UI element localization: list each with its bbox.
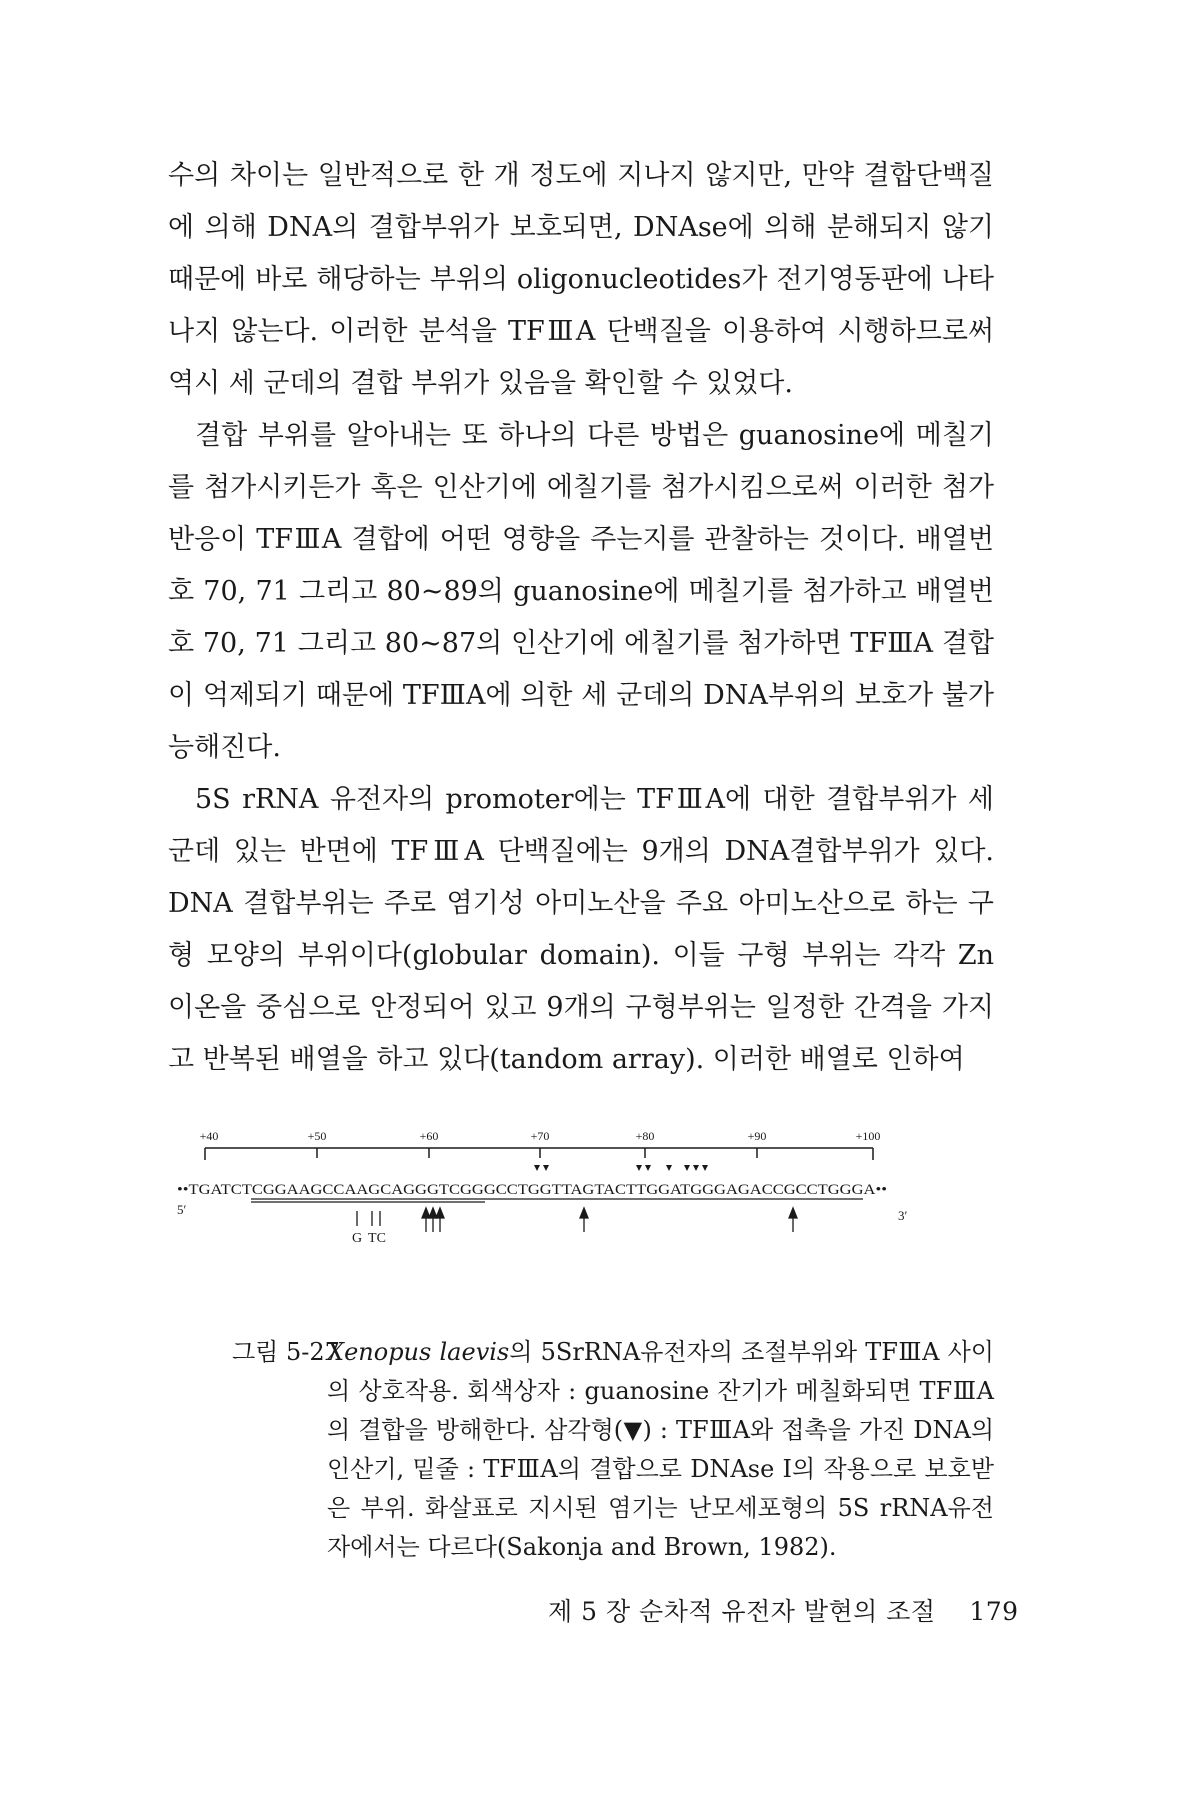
body-text xyxy=(168,150,994,1086)
figure-caption xyxy=(232,1333,994,1567)
position-label: +100 xyxy=(855,1129,881,1143)
dna-sequence: ••TGATCTCGGAAGCCAAGCAGGGTCGGGCCTGGTTAGTACTTGGATGGGAGACCGCCTGGGA•• xyxy=(177,1182,887,1198)
caption-label: 그림 5-27 xyxy=(232,1338,340,1366)
mutation-g-label: G xyxy=(351,1231,363,1246)
position-label: +50 xyxy=(307,1129,327,1143)
position-label: +80 xyxy=(635,1129,655,1143)
paragraph-3: 5S rRNA 유전자의 promoter에는 TFⅢA에 대한 결합부위가 세 군데 있는 반면에 TFⅢA 단백질에는 9개의 DNA결합부위가 있다. DNA 결합부위는 주로 염기성 아미노산을 주요 아미노산으로 하는 구형 모양의 부위이다(globular domain). 이들 구형 부위는 각각 Zn 이온을 중심으로 안정되어 있고 9개의 구형부위는 일정한 간격을 가지고 반복된 배열을 하고 있다(tandom array). 이러한 배열로 인하여 xyxy=(168,784,994,1075)
caption-text: 의 5SrRNA유전자의 조절부위와 TFⅢA 사이의 상호작용. 회색상자 : guanosine 잔기가 메칠화되면 TFⅢA의 결합을 방해한다. 삼각형(▼) : TFⅢA와 접촉을 가진 DNA의 인산기, 밑줄 : TFⅢA의 결합으로 DNAse I의 작용으로 보호받은 부위. 화살표로 지시된 염기는 난모세포형의 5S rRNA유전자에서는 다르다(Sakonja and Brown, 1982). xyxy=(327,1338,994,1561)
position-label: +70 xyxy=(530,1129,550,1143)
position-label: +90 xyxy=(747,1129,767,1143)
caption-species: Xenopus laevis xyxy=(327,1338,510,1366)
sequence-diagram xyxy=(177,1128,1015,1318)
contact-triangle xyxy=(534,1165,540,1171)
position-ruler xyxy=(205,1148,873,1160)
three-prime-label: 3′ xyxy=(898,1208,908,1223)
contact-triangle xyxy=(693,1165,699,1171)
position-label: +40 xyxy=(199,1129,219,1143)
variant-arrows xyxy=(422,1208,797,1232)
contact-triangle xyxy=(666,1165,672,1171)
sequence-figure xyxy=(177,1128,1015,1318)
contact-triangle xyxy=(702,1165,708,1171)
contact-triangle xyxy=(645,1165,651,1171)
contact-triangle xyxy=(543,1165,549,1171)
caption-body xyxy=(327,1333,994,1567)
protected-underlines xyxy=(251,1199,863,1202)
page-number: 179 xyxy=(969,1597,1019,1626)
phosphate-contact-triangles xyxy=(534,1165,708,1171)
five-prime-label: 5′ xyxy=(177,1202,187,1217)
paragraph-2: 결합 부위를 알아내는 또 하나의 다른 방법은 guanosine에 메칠기를 첨가시키든가 혹은 인산기에 에칠기를 첨가시킴으로써 이러한 첨가반응이 TFⅢA 결합에 어떤 영향을 주는지를 관찰하는 것이다. 배열번호 70, 71 그리고 80~89의 guanosine에 메칠기를 첨가하고 배열번호 70, 71 그리고 80~87의 인산기에 에칠기를 첨가하면 TFⅢA 결합이 억제되기 때문에 TFⅢA에 의한 세 군데의 DNA부위의 보호가 불가능해진다. xyxy=(168,420,994,763)
paragraph-1: 수의 차이는 일반적으로 한 개 정도에 지나지 않지만, 만약 결합단백질에 의해 DNA의 결합부위가 보호되면, DNAse에 의해 분해되지 않기 때문에 바로 해당하는 부위의 oligonucleotides가 전기영동판에 나타나지 않는다. 이러한 분석을 TFⅢA 단백질을 이용하여 시행하므로써 역시 세 군데의 결합 부위가 있음을 확인할 수 있었다. xyxy=(168,160,994,399)
mutation-tc-label: TC xyxy=(368,1231,386,1246)
page-footer xyxy=(548,1592,1019,1628)
contact-triangle xyxy=(684,1165,690,1171)
position-label: +60 xyxy=(419,1129,439,1143)
chapter-title: 제 5 장 순차적 유전자 발현의 조절 xyxy=(548,1597,936,1626)
contact-triangle xyxy=(636,1165,642,1171)
mutation-bars xyxy=(357,1211,380,1226)
